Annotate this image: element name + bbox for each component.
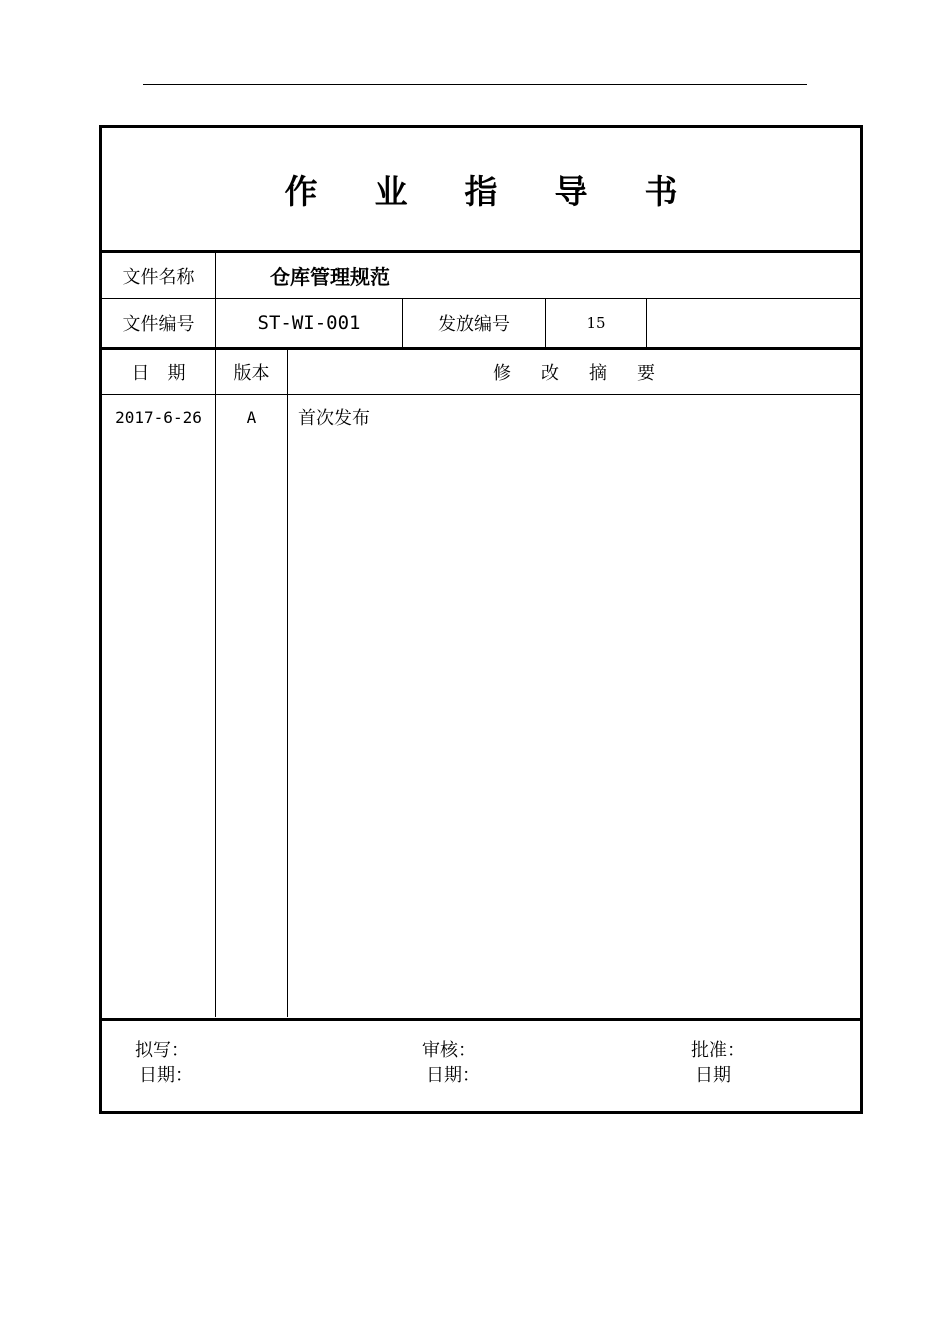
- work-instruction-form: [99, 125, 863, 1114]
- title-char: 作: [284, 171, 318, 211]
- title-char: 导: [554, 171, 588, 211]
- approved-date-label: 日期: [695, 1065, 731, 1086]
- divider: [102, 1018, 860, 1021]
- file-no-value: ST-WI-001: [257, 312, 361, 334]
- divider: [287, 350, 288, 1017]
- file-no-label: 文件编号: [122, 314, 195, 335]
- page-header-rule: [143, 84, 807, 85]
- header-version: 版本: [233, 363, 270, 384]
- drafted-block: [135, 1038, 193, 1088]
- approved-label: 批准：: [691, 1040, 745, 1061]
- header-summary: [288, 350, 860, 394]
- header-summary-char: 摘: [589, 363, 607, 384]
- revision-summary: 首次发布: [298, 408, 370, 429]
- revision-date: 2017-6-26: [115, 407, 202, 427]
- header-summary-char: 要: [637, 363, 655, 384]
- reviewed-block: [422, 1038, 480, 1088]
- file-name-label: 文件名称: [122, 266, 195, 288]
- revision-version: A: [246, 407, 257, 427]
- header-summary-char: 改: [541, 363, 559, 384]
- header-date-char: 日: [131, 363, 150, 384]
- header-date: [102, 350, 215, 394]
- drafted-label: 拟写：: [135, 1040, 189, 1061]
- document-title: [102, 128, 860, 250]
- reviewed-label: 审核：: [422, 1040, 476, 1061]
- header-summary-char: 修: [493, 363, 511, 384]
- title-char: 业: [374, 171, 408, 211]
- reviewed-date-label: 日期：: [426, 1065, 480, 1086]
- title-char: 书: [644, 171, 678, 211]
- drafted-date-label: 日期：: [139, 1065, 193, 1086]
- approved-block: [691, 1038, 745, 1088]
- title-char: 指: [464, 171, 498, 211]
- file-name-value: 仓库管理规范: [270, 265, 390, 289]
- divider: [646, 299, 647, 347]
- issue-no-label: 发放编号: [438, 314, 510, 335]
- issue-no-value: 15: [586, 314, 606, 332]
- header-date-char: 期: [167, 363, 186, 384]
